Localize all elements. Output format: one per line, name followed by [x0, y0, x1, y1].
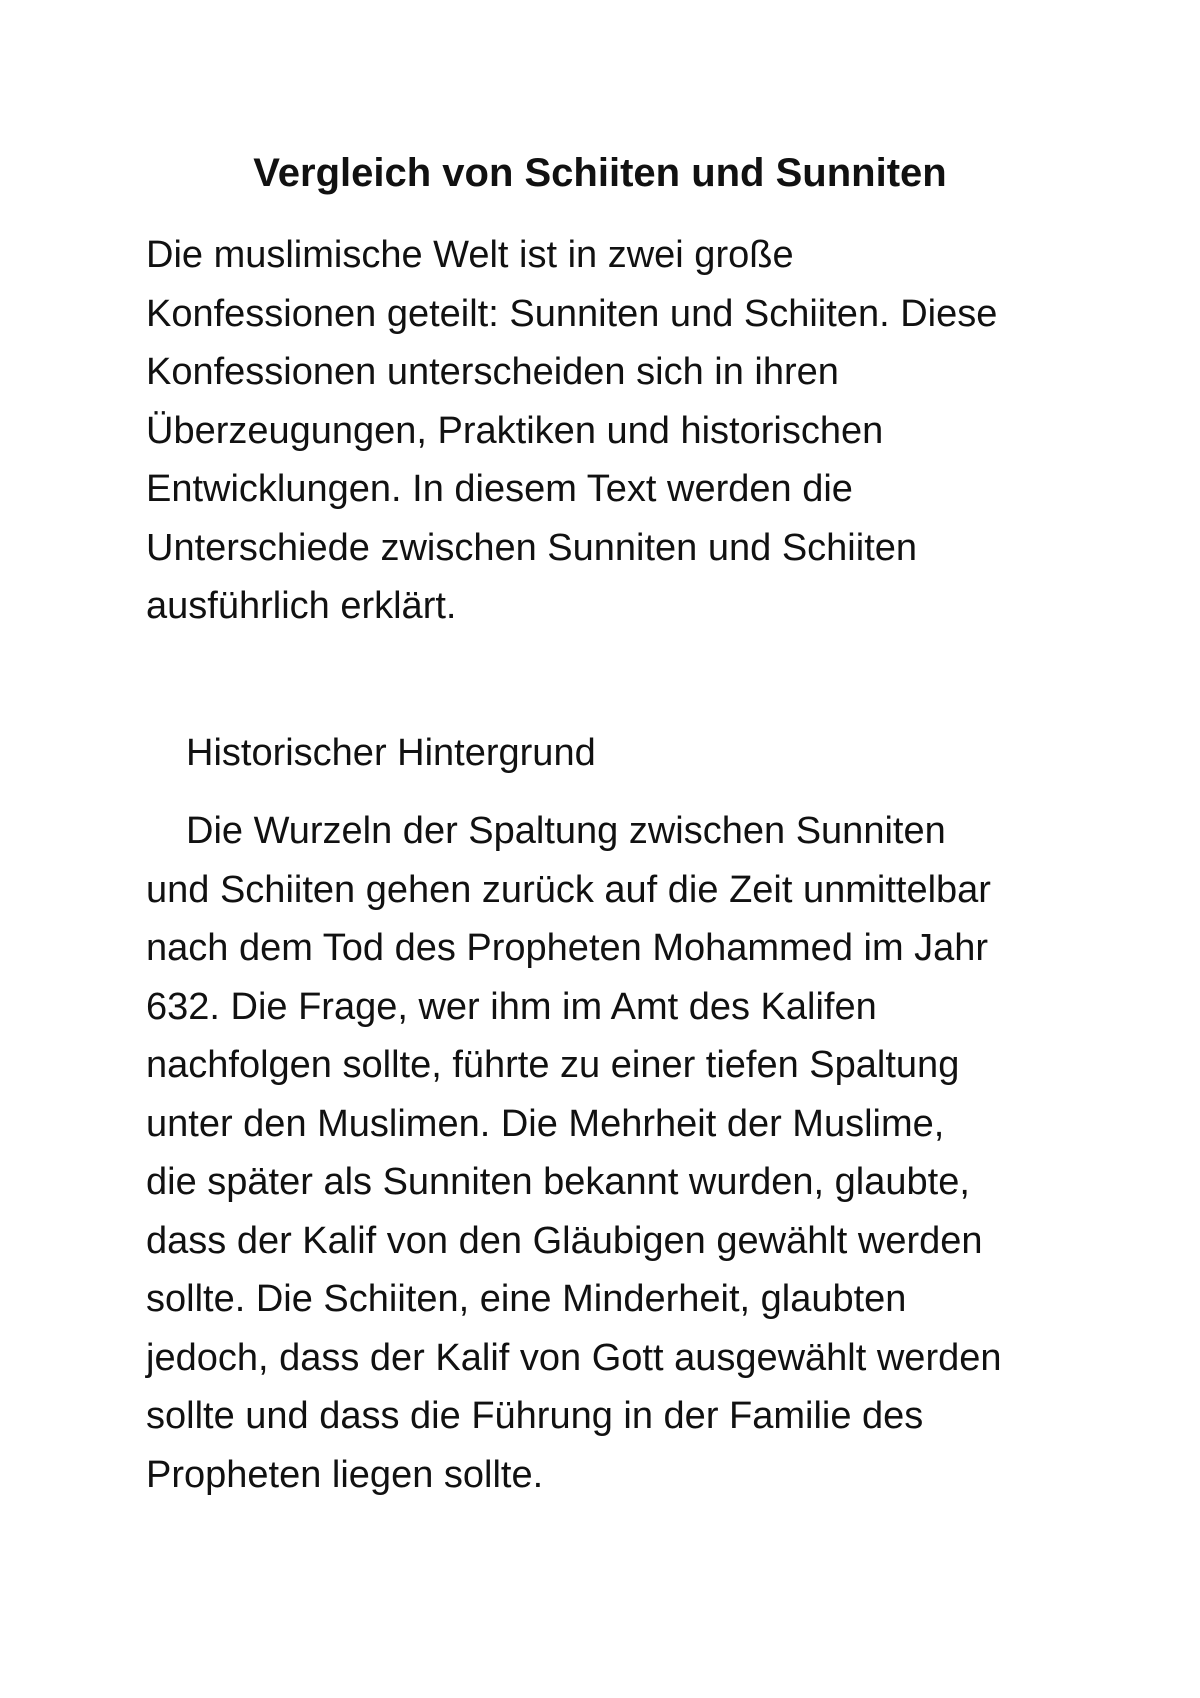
history-paragraph: [146, 802, 1066, 1504]
history-line: dass der Kalif von den Gläubigen gewählt werden: [146, 1219, 983, 1262]
history-line: sollte und dass die Führung in der Familie des: [146, 1395, 924, 1437]
history-line: die später als Sunniten bekannt wurden, glaubte,: [146, 1161, 970, 1203]
history-line: 632. Die Frage, wer ihm im Amt des Kalifen: [146, 985, 877, 1028]
document-title: Vergleich von Schiiten und Sunniten: [253, 151, 947, 195]
history-line: nach dem Tod des Propheten Mohammed im Jahr: [146, 927, 989, 969]
intro-line: Überzeugungen, Praktiken und historischen: [146, 409, 884, 452]
history-line: Propheten liegen sollte.: [146, 1453, 544, 1496]
history-line: sollte. Die Schiiten, eine Minderheit, glaubten: [146, 1278, 907, 1320]
history-line: unter den Muslimen. Die Mehrheit der Muslime,: [146, 1102, 945, 1145]
intro-paragraph: [146, 226, 1066, 636]
history-line: und Schiiten gehen zurück auf die Zeit unmittelbar: [146, 868, 991, 911]
history-line: jedoch, dass der Kalif von Gott ausgewählt werden: [146, 1336, 1002, 1379]
intro-line: Konfessionen geteilt: Sunniten und Schiiten. Diese: [146, 292, 998, 335]
intro-line: Entwicklungen. In diesem Text werden die: [146, 468, 853, 510]
intro-line: Konfessionen unterscheiden sich in ihren: [146, 351, 839, 393]
intro-line: ausführlich erklärt.: [146, 585, 457, 627]
history-line: nachfolgen sollte, führte zu einer tiefen Spaltung: [146, 1044, 960, 1086]
intro-line: Die muslimische Welt ist in zwei große: [146, 234, 794, 276]
intro-line: Unterschiede zwischen Sunniten und Schiiten: [146, 526, 918, 569]
section-heading-history: Historischer Hintergrund: [186, 732, 596, 774]
history-line: Die Wurzeln der Spaltung zwischen Sunniten: [186, 810, 946, 852]
